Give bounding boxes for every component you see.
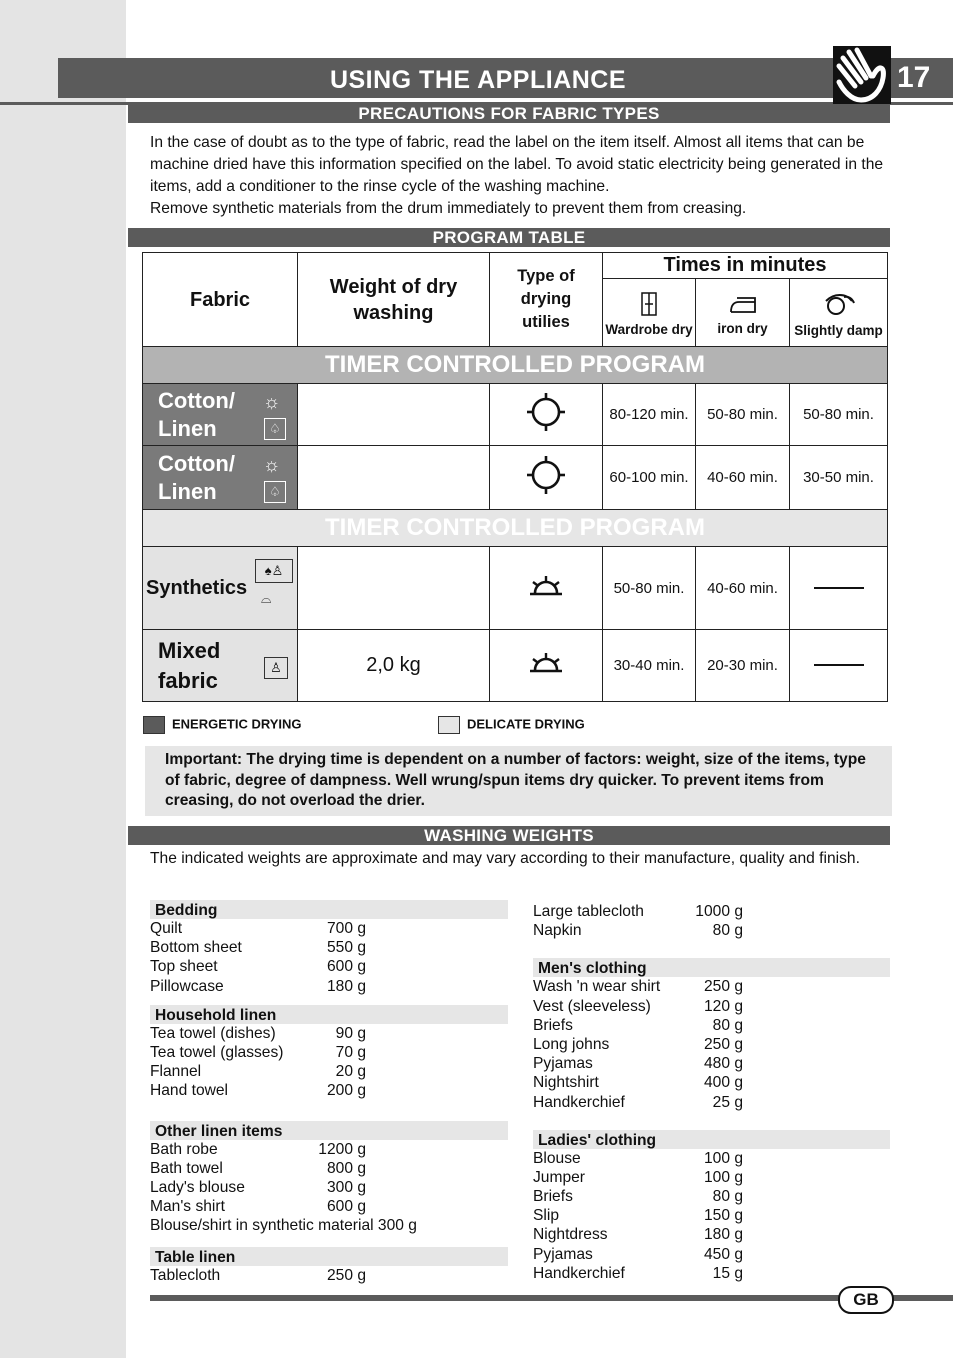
list-item [533, 1245, 890, 1264]
item-name: Nightdress [533, 1226, 608, 1244]
page-title: USING THE APPLIANCE [329, 66, 627, 94]
sun-small-icon: ☼ [263, 455, 281, 476]
item-weight: 80 g [712, 1188, 743, 1206]
country-badge: GB [838, 1286, 894, 1314]
list-item [150, 1024, 508, 1043]
fabric-name: Cotton/ Linen [158, 450, 235, 504]
item-weight: 250 g [703, 978, 743, 996]
section-title-washing-weights: WASHING WEIGHTS [128, 826, 890, 845]
legend-label: DELICATE DRYING [467, 716, 585, 732]
page-number: 17 [897, 61, 931, 94]
item-name: Long johns [533, 1035, 610, 1053]
list-table-linen [150, 1266, 508, 1285]
precautions-paragraph-1: In the case of doubt as to the type of fabric, read the label on the item itself. Almost all items that can be machine dried have this information specified on the label. To avoid static electricity being generated in the items, add a conditioner to the rinse cycle of the washing machine. [150, 134, 884, 195]
item-name: Man's shirt [150, 1198, 225, 1216]
iron-icon [727, 293, 759, 315]
list-item [150, 1178, 508, 1197]
time-iron: 20-30 min. [696, 630, 790, 702]
list-item [150, 1062, 508, 1081]
item-name: Pillowcase [150, 977, 224, 995]
synthetic-care-icon: ♠♙ [255, 559, 293, 583]
item-weight: 250 g [703, 1035, 743, 1053]
list-other [150, 1140, 508, 1217]
time-damp [790, 630, 888, 702]
item-name: Hand towel [150, 1082, 229, 1100]
list-item [150, 938, 508, 957]
wardrobe-icon [641, 292, 657, 316]
item-name: Quilt [150, 920, 183, 937]
important-note [145, 746, 892, 816]
item-weight: 100 g [703, 1168, 743, 1186]
list-item [150, 1081, 508, 1100]
item-weight: 180 g [326, 977, 366, 995]
item-weight: 700 g [326, 920, 366, 937]
hand-icon [833, 46, 891, 104]
dash-none [814, 587, 864, 589]
time-wardrobe: 60-100 min. [603, 446, 696, 510]
time-damp [790, 547, 888, 630]
list-item: Blouse/shirt in synthetic material 300 g [150, 1217, 417, 1235]
mixed-care-icon: ♙ [264, 657, 288, 679]
item-weight: 480 g [703, 1055, 743, 1073]
header-wardrobe-dry: Wardrobe dry [603, 279, 696, 347]
group-title-table-linen: Table linen [150, 1247, 508, 1266]
dash-none [814, 664, 864, 666]
list-item [533, 1264, 890, 1283]
section-title-program-table: PROGRAM TABLE [128, 228, 890, 247]
weights-column-left [150, 900, 508, 1286]
item-name: Wash 'n wear shirt [533, 978, 661, 996]
item-weight: 1000 g [695, 903, 743, 920]
item-weight: 15 g [712, 1264, 743, 1282]
time-wardrobe: 30-40 min. [603, 630, 696, 702]
time-damp: 50-80 min. [790, 384, 888, 446]
item-name: Lady's blouse [150, 1178, 245, 1196]
item-weight: 150 g [703, 1207, 743, 1225]
header-weight: Weight of dry washing [298, 253, 490, 347]
list-mens [533, 977, 890, 1111]
item-name: Jumper [533, 1168, 585, 1186]
list-ladies [533, 1149, 890, 1283]
legend-swatch-light [438, 716, 460, 734]
item-name: Bath robe [150, 1140, 218, 1158]
list-item [533, 1187, 890, 1206]
item-weight: 250 g [326, 1267, 366, 1285]
item-weight: 550 g [326, 939, 366, 957]
group-title-other: Other linen items [150, 1121, 508, 1140]
item-name: Nightshirt [533, 1074, 599, 1092]
group-title-bedding: Bedding [150, 900, 508, 919]
item-weight: 100 g [703, 1149, 743, 1167]
banner-timer-program-energetic: TIMER CONTROLLED PROGRAM [143, 347, 888, 384]
item-weight: 800 g [326, 1159, 366, 1177]
precautions-text [150, 132, 892, 220]
item-name: Flannel [150, 1063, 202, 1081]
precautions-paragraph-2: Remove synthetic materials from the drum immediately to prevent them from creasing. [150, 200, 747, 217]
important-text: Important: The drying time is dependent on a number of factors: weight, size of the items, type of fabric, degree of dampness. Well wrung/spun items dry quicker. To prevent items from creasing, do not overload the drier. [165, 751, 866, 809]
list-item [150, 1159, 508, 1178]
weight-cell [298, 446, 490, 510]
item-weight: 120 g [703, 997, 743, 1015]
item-name: Handkerchief [533, 1093, 625, 1111]
time-wardrobe: 80-120 min. [603, 384, 696, 446]
item-weight: 80 g [712, 922, 743, 940]
fabric-cell-cotton-2 [143, 446, 298, 510]
list-table-linen-cont [533, 902, 890, 940]
list-item [150, 1043, 508, 1062]
header-type: Type of drying utilies [490, 253, 603, 347]
half-sun-icon [490, 630, 603, 702]
item-name: Tea towel (glasses) [150, 1043, 284, 1061]
drum-small-icon: ♤ [264, 481, 286, 503]
time-damp: 30-50 min. [790, 446, 888, 510]
list-item [150, 1266, 508, 1285]
weights-column-right [533, 902, 890, 1283]
list-item [533, 902, 890, 921]
item-name: Tablecloth [150, 1267, 221, 1285]
item-name: Bath towel [150, 1159, 223, 1177]
fabric-cell-mixed [143, 630, 298, 702]
item-weight: 180 g [703, 1226, 743, 1244]
fabric-name: Synthetics [146, 576, 248, 599]
list-item [533, 997, 890, 1016]
item-name: Pyjamas [533, 1055, 593, 1073]
item-name: Vest (sleeveless) [533, 997, 651, 1015]
sun-small-icon: ☼ [263, 392, 281, 413]
item-weight: 70 g [335, 1043, 366, 1061]
list-item [533, 921, 890, 940]
group-title-household: Household linen [150, 1005, 508, 1024]
weight-cell [298, 547, 490, 630]
list-item [533, 1225, 890, 1244]
list-item [533, 977, 890, 996]
item-name: Top sheet [150, 958, 218, 976]
list-item [533, 1168, 890, 1187]
item-name: Blouse [533, 1149, 581, 1167]
header-slightly-damp: Slightly damp [790, 279, 888, 347]
item-name: Briefs [533, 1188, 573, 1206]
program-table [142, 252, 888, 702]
item-weight: 1200 g [318, 1140, 366, 1158]
weight-cell: 2,0 kg [298, 630, 490, 702]
footer-line [150, 1295, 953, 1301]
drum-small-icon: ♤ [264, 418, 286, 440]
list-item [533, 1149, 890, 1168]
list-item [533, 1054, 890, 1073]
item-weight: 200 g [326, 1082, 366, 1100]
item-name: Bottom sheet [150, 939, 242, 957]
list-item [150, 957, 508, 976]
item-weight: 600 g [326, 958, 366, 976]
list-bedding [150, 919, 508, 996]
half-sun-icon [490, 547, 603, 630]
fabric-cell-synthetics [143, 547, 298, 630]
item-weight: 400 g [703, 1074, 743, 1092]
banner-timer-program-delicate: TIMER CONTROLLED PROGRAM [143, 510, 888, 547]
time-wardrobe: 50-80 min. [603, 547, 696, 630]
fabric-cell-cotton-1 [143, 384, 298, 446]
list-item [150, 1197, 508, 1216]
list-item [533, 1073, 890, 1092]
sun-icon [490, 446, 603, 510]
list-item [150, 1140, 508, 1159]
fabric-name: Mixed fabric [158, 637, 221, 693]
list-item [533, 1206, 890, 1225]
list-item [533, 1035, 890, 1054]
list-item [533, 1016, 890, 1035]
fabric-name: Cotton/ Linen [158, 387, 235, 441]
item-name: Napkin [533, 922, 582, 940]
weights-intro: The indicated weights are approximate and may vary according to their manufacture, quality and finish. [150, 850, 860, 867]
item-name: Tea towel (dishes) [150, 1024, 276, 1042]
item-weight: 450 g [703, 1245, 743, 1263]
item-name: Handkerchief [533, 1264, 625, 1282]
list-item [533, 1093, 890, 1112]
item-weight: 20 g [335, 1063, 366, 1081]
list-household [150, 1024, 508, 1101]
legend-swatch-dark [143, 716, 165, 734]
item-weight: 300 g [326, 1178, 366, 1196]
item-weight: 80 g [712, 1016, 743, 1034]
left-margin-band [0, 0, 126, 1358]
header-iron-dry: iron dry [696, 279, 790, 347]
time-iron: 50-80 min. [696, 384, 790, 446]
item-name: Briefs [533, 1016, 573, 1034]
weight-cell [298, 384, 490, 446]
time-iron: 40-60 min. [696, 446, 790, 510]
item-weight: 90 g [335, 1024, 366, 1042]
item-weight: 25 g [712, 1093, 743, 1111]
legend-energetic [143, 716, 302, 734]
item-name: Large tablecloth [533, 903, 644, 920]
half-sun-small-icon: ⌓ [261, 591, 272, 606]
header-times: Times in minutes [603, 253, 888, 279]
group-title-ladies: Ladies' clothing [533, 1130, 890, 1149]
header-fabric: Fabric [143, 253, 298, 347]
legend-delicate [438, 716, 585, 734]
hanger-icon [822, 291, 856, 317]
sun-icon [490, 384, 603, 446]
group-title-mens: Men's clothing [533, 958, 890, 977]
item-weight: 600 g [326, 1198, 366, 1216]
list-item [150, 977, 508, 996]
time-iron: 40-60 min. [696, 547, 790, 630]
item-name: Pyjamas [533, 1245, 593, 1263]
section-title-precautions: PRECAUTIONS FOR FABRIC TYPES [128, 104, 890, 123]
legend-label: ENERGETIC DRYING [172, 716, 302, 732]
item-name: Slip [533, 1207, 560, 1225]
list-item [150, 919, 508, 938]
